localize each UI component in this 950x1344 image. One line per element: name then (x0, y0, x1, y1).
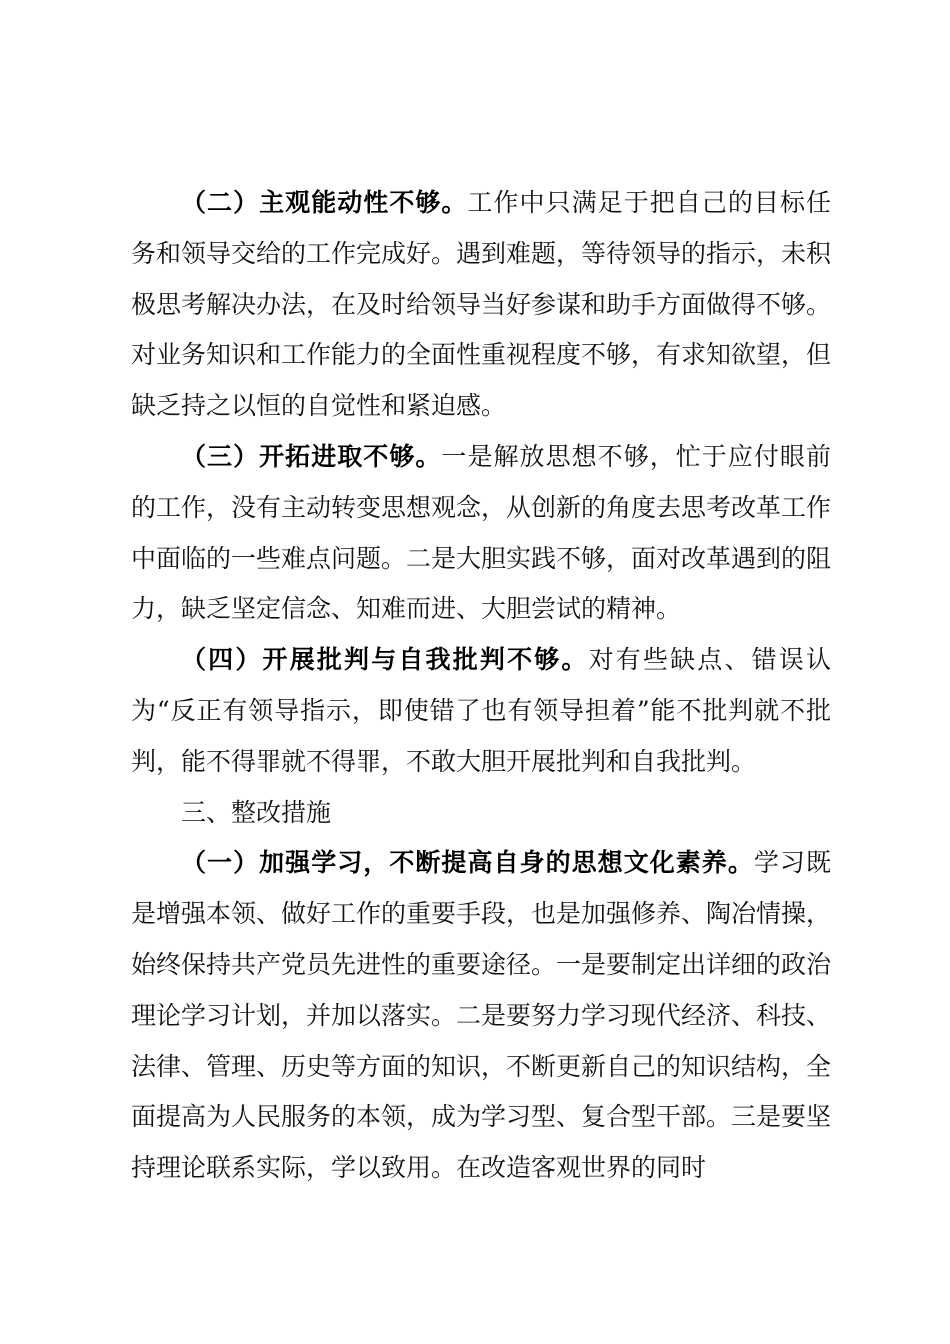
paragraph-subjective-initiative (131, 178, 831, 432)
paragraph-lead: （四）开展批判与自我批判不够。 (181, 645, 589, 675)
paragraph-text: 工作中只满足于把自己的目标任务和领导交给的工作完成好。遇到难题，等待领导的指示，未积极思考解决办法，在及时给领导当好参谋和助手方面做得不够。对业务知识和工作能力的全面性重视程度不够，有求知欲望，但缺乏持之以恒的自觉性和紧迫感。 (131, 188, 832, 421)
section-heading: 三、整改措施 (181, 797, 332, 827)
paragraph-lead: （三）开拓进取不够。 (181, 441, 442, 471)
paragraph-text: 对有些缺点、错误认为“反正有领导指示，即使错了也有领导担着”能不批判就不批判，能不得罪就不得罪，不敢大胆开展批判和自我批判。 (131, 645, 831, 776)
paragraph-criticism (131, 635, 831, 787)
paragraph-pioneering (131, 432, 831, 635)
paragraph-lead: （二）主观能动性不够。 (181, 188, 468, 217)
document-body (131, 178, 831, 1194)
paragraph-text: 一是解放思想不够，忙于应付眼前的工作，没有主动转变思想观念，从创新的角度去思考改革工作中面临的一些难点问题。二是大胆实践不够，面对改革遇到的阻力，缺乏坚定信念、知难而进、大胆尝试的精神。 (131, 441, 832, 624)
paragraph-lead: （一）加强学习，不断提高自身的思想文化素养。 (181, 848, 754, 878)
paragraph-strengthen-learning (131, 838, 831, 1194)
paragraph-text: 学习既是增强本领、做好工作的重要手段，也是加强修养、陶冶情操，始终保持共产党员先进性的重要途径。一是要制定出详细的政治理论学习计划，并加以落实。二是要努力学习现代经济、科技、法律、管理、历史等方面的知识，不断更新自己的知识结构，全面提高为人民服务的本领，成为学习型、复合型干部。三是要坚持理论联系实际，学以致用。在改造客观世界的同时 (131, 848, 832, 1183)
